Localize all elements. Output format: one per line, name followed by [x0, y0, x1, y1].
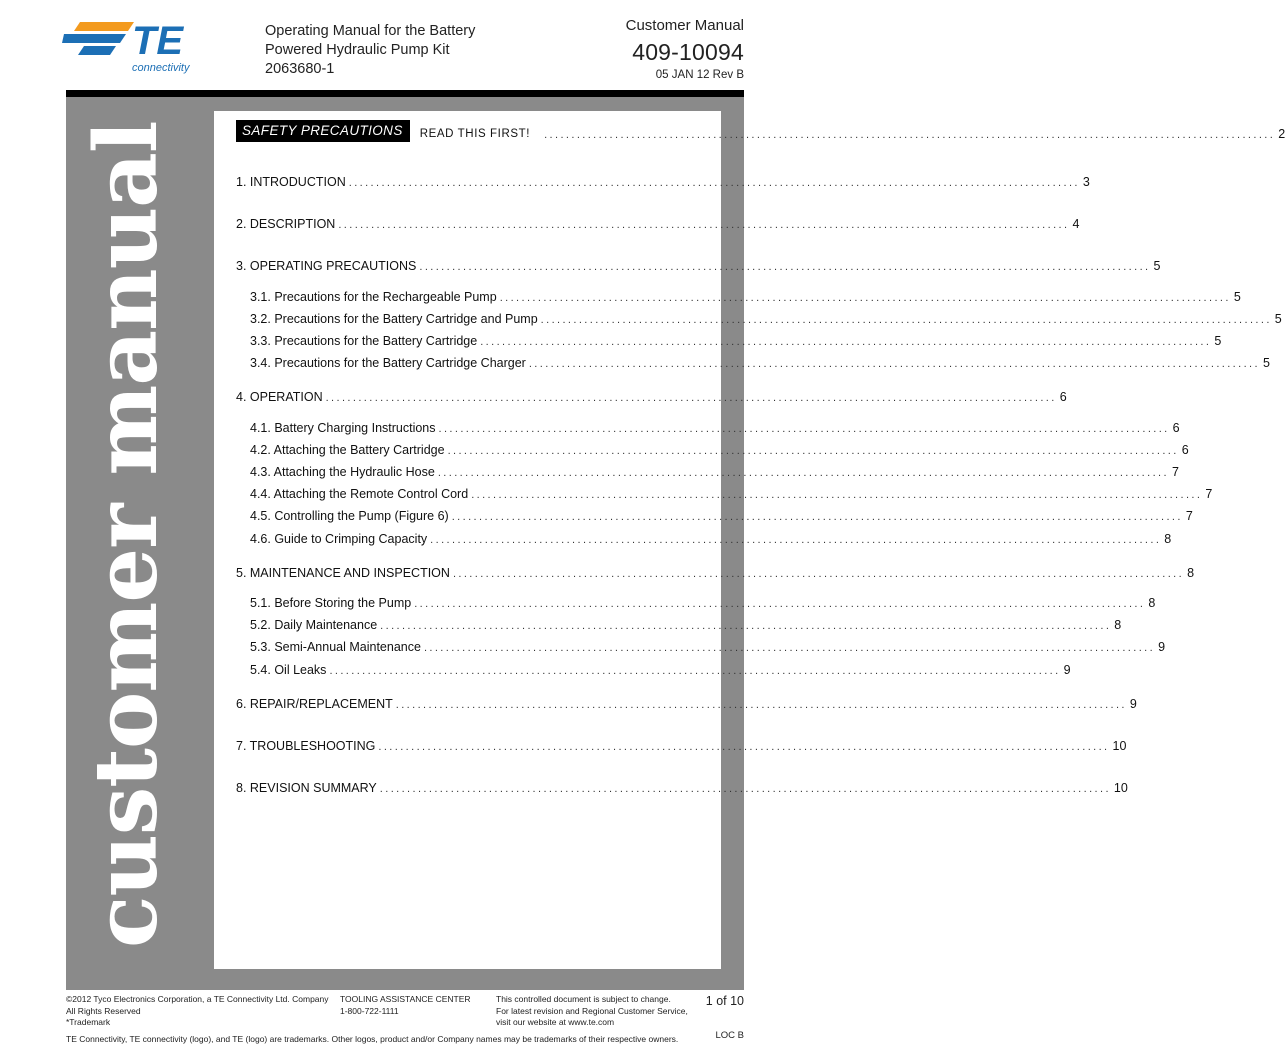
toc-page-number: 2	[1278, 127, 1285, 141]
toc-entry[interactable]	[250, 309, 1282, 327]
toc-page-number: 9	[1129, 696, 1137, 711]
toc-page-number: 8	[1164, 531, 1172, 546]
te-connectivity-logo	[62, 16, 212, 76]
toc-entry[interactable]	[236, 172, 1090, 190]
part-number: 2063680-1	[265, 61, 335, 77]
toc-entry[interactable]	[250, 637, 1166, 655]
toc-dot-leader: ......................................................................................................................................	[438, 422, 1170, 435]
toc-entry-label: 8. REVISION SUMMARY	[236, 781, 377, 796]
toc-page-number: 7	[1205, 487, 1213, 502]
toc-dot-leader: ......................................................................................................................................	[430, 533, 1162, 546]
toc-entry-label: 4.3. Attaching the Hydraulic Hose	[250, 465, 435, 479]
toc-dot-leader: ......................................................................................................................................	[395, 698, 1127, 711]
toc-page-number: 9	[1063, 662, 1071, 677]
toc-entry[interactable]	[250, 484, 1213, 502]
toc-page-number: 6	[1181, 442, 1189, 457]
toc-dot-leader: ......................................................................................................................................	[499, 291, 1231, 304]
toc-page-number: 8	[1187, 565, 1195, 580]
toc-dot-leader: ......................................................................................................................................	[414, 598, 1146, 610]
toc-page-number: 10	[1112, 739, 1127, 753]
copyright-line: ©2012 Tyco Electronics Corporation, a TE Connectivity Ltd. Company	[66, 994, 329, 1004]
toc-entry-label: 5.1. Before Storing the Pump	[250, 596, 412, 610]
toc-entry[interactable]	[250, 331, 1222, 349]
controlled-document-block	[496, 994, 706, 1029]
customer-manual-sidebar-text: customer manual	[76, 121, 177, 948]
toc-page-number: 5	[1233, 289, 1241, 304]
toc-entry[interactable]	[250, 287, 1241, 305]
doc-number: 409-10094	[632, 39, 744, 65]
toc-entry-label: 1. INTRODUCTION	[236, 175, 346, 189]
toc-entry[interactable]	[236, 387, 1067, 405]
toc-dot-leader: ......................................................................................................................................	[379, 783, 1111, 796]
toc-entry[interactable]	[250, 593, 1156, 611]
toc-entry[interactable]	[236, 778, 1128, 796]
toc-entry[interactable]	[236, 563, 1195, 581]
toc-dot-leader: ......................................................................................................................................	[348, 177, 1080, 189]
safety-precautions-label: SAFETY PRECAUTIONS	[236, 120, 410, 142]
toc-entry[interactable]	[236, 214, 1080, 232]
copyright-block	[66, 994, 336, 1029]
toc-dot-leader: ......................................................................................................................................	[423, 642, 1156, 655]
title-line-2: Powered Hydraulic Pump Kit	[265, 42, 450, 58]
toc-dot-leader: ......................................................................................................................................	[338, 219, 1070, 232]
toc-page-number: 8	[1114, 618, 1122, 633]
rights-line: All Rights Reserved	[66, 1005, 141, 1016]
toc-entry-label: 4.6. Guide to Crimping Capacity	[250, 531, 428, 546]
controlled-line-2: For latest revision and Regional Customer Service,	[496, 1005, 688, 1016]
toc-entry[interactable]	[250, 440, 1189, 458]
toc-page-number: 6	[1059, 390, 1067, 405]
assistance-phone: 1-800-722-1111	[340, 1005, 399, 1016]
logo-orange-stripe	[74, 22, 134, 31]
toc-entry[interactable]	[250, 353, 1270, 371]
header-rule	[66, 90, 744, 97]
toc-entry-label: 5. MAINTENANCE AND INSPECTION	[236, 565, 450, 580]
toc-entry-label: 4.1. Battery Charging Instructions	[250, 420, 436, 435]
document-title	[265, 22, 475, 79]
toc-page-number: 3	[1082, 175, 1090, 189]
website-line[interactable]: visit our website at www.te.com	[496, 1017, 615, 1027]
toc-entry[interactable]	[250, 529, 1172, 547]
document-id-block	[626, 16, 744, 82]
toc-dot-leader: ......................................................................................................................................	[329, 664, 1061, 677]
toc-entry-label: 5.4. Oil Leaks	[250, 662, 327, 677]
logo-tagline: connectivity	[132, 62, 190, 74]
toc-dot-leader: ......................................................................................................................................	[452, 567, 1185, 580]
controlled-line-1: This controlled document is subject to change.	[496, 994, 671, 1004]
toc-entry[interactable]	[250, 418, 1180, 436]
toc-dot-leader: ......................................................................................................................................	[544, 129, 1276, 141]
doc-type: Customer Manual	[625, 17, 744, 34]
toc-dot-leader: ......................................................................................................................................	[447, 444, 1179, 457]
toc-entry[interactable]	[236, 736, 1127, 754]
toc-page-number: 6	[1172, 420, 1180, 435]
toc-page-number: 5	[1214, 334, 1222, 348]
toc-page-number: 5	[1153, 259, 1161, 274]
toc-page-number: 9	[1158, 640, 1166, 655]
loc-code: LOC B	[715, 1030, 744, 1041]
toc-dot-leader: ......................................................................................................................................	[325, 392, 1057, 405]
toc-dot-leader: ......................................................................................................................................	[380, 620, 1112, 633]
toc-dot-leader: ......................................................................................................................................	[540, 313, 1272, 326]
toc-entry-label: 2. DESCRIPTION	[236, 217, 336, 232]
toc-entry-label: 3.3. Precautions for the Battery Cartridge	[250, 334, 478, 348]
toc-safety-row[interactable]	[236, 123, 1285, 142]
toc-page-number: 5	[1274, 311, 1282, 326]
toc-entry-label: 6. REPAIR/REPLACEMENT	[236, 696, 393, 711]
toc-entry-label: 3.4. Precautions for the Battery Cartridge Charger	[250, 356, 526, 371]
toc-entry-label: 4.2. Attaching the Battery Cartridge	[250, 442, 445, 457]
toc-dot-leader: ......................................................................................................................................	[471, 489, 1203, 502]
toc-page-number: 5	[1262, 356, 1270, 371]
toc-entry-label: 7. TROUBLESHOOTING	[236, 739, 376, 753]
toc-entry[interactable]	[250, 462, 1179, 480]
toc-entry-label: 4. OPERATION	[236, 390, 323, 405]
read-first-label: READ THIS FIRST!	[419, 128, 531, 140]
assistance-center-label: TOOLING ASSISTANCE CENTER	[340, 994, 471, 1004]
page-indicator: 1 of 10	[705, 994, 744, 1008]
logo-blue-stripe-1	[62, 34, 126, 43]
toc-page-number: 4	[1072, 217, 1080, 232]
toc-page-number: 10	[1113, 781, 1128, 796]
toc-entry-label: 4.4. Attaching the Remote Control Cord	[250, 487, 469, 502]
toc-entry[interactable]	[250, 660, 1071, 678]
toc-dot-leader: ......................................................................................................................................	[451, 511, 1183, 524]
toc-entry[interactable]	[250, 506, 1193, 524]
toc-page-number: 7	[1171, 465, 1179, 479]
toc-dot-leader: ......................................................................................................................................	[480, 336, 1212, 348]
trademark-note: TE Connectivity, TE connectivity (logo), and TE (logo) are trademarks. Other logos, product and/or Company names may be trademarks of their respective owners.	[66, 1034, 679, 1044]
tooling-assistance-block	[340, 994, 490, 1017]
toc-entry[interactable]	[250, 615, 1122, 633]
toc-dot-leader: ......................................................................................................................................	[378, 741, 1110, 753]
toc-entry[interactable]	[236, 256, 1161, 274]
doc-date-rev: 05 JAN 12 Rev B	[655, 69, 744, 81]
toc-page-number: 8	[1148, 596, 1156, 610]
toc-entry-label: 5.3. Semi-Annual Maintenance	[250, 640, 421, 655]
toc-dot-leader: ......................................................................................................................................	[437, 467, 1169, 479]
toc-entry-label: 5.2. Daily Maintenance	[250, 618, 378, 633]
toc-entry[interactable]	[236, 694, 1137, 712]
toc-entry-label: 3.1. Precautions for the Rechargeable Pump	[250, 289, 497, 304]
logo-blue-stripe-2	[78, 46, 116, 55]
title-line-1: Operating Manual for the Battery	[265, 23, 476, 39]
toc-dot-leader: ......................................................................................................................................	[528, 358, 1260, 371]
toc-dot-leader: ......................................................................................................................................	[419, 261, 1151, 274]
trademark-asterisk-line: *Trademark	[66, 1017, 111, 1027]
toc-page-number: 7	[1185, 509, 1193, 524]
logo-wordmark: TE	[132, 19, 184, 63]
toc-entry-label: 4.5. Controlling the Pump (Figure 6)	[250, 509, 449, 524]
toc-entry-label: 3.2. Precautions for the Battery Cartridge and Pump	[250, 311, 538, 326]
toc-entry-label: 3. OPERATING PRECAUTIONS	[236, 259, 417, 274]
